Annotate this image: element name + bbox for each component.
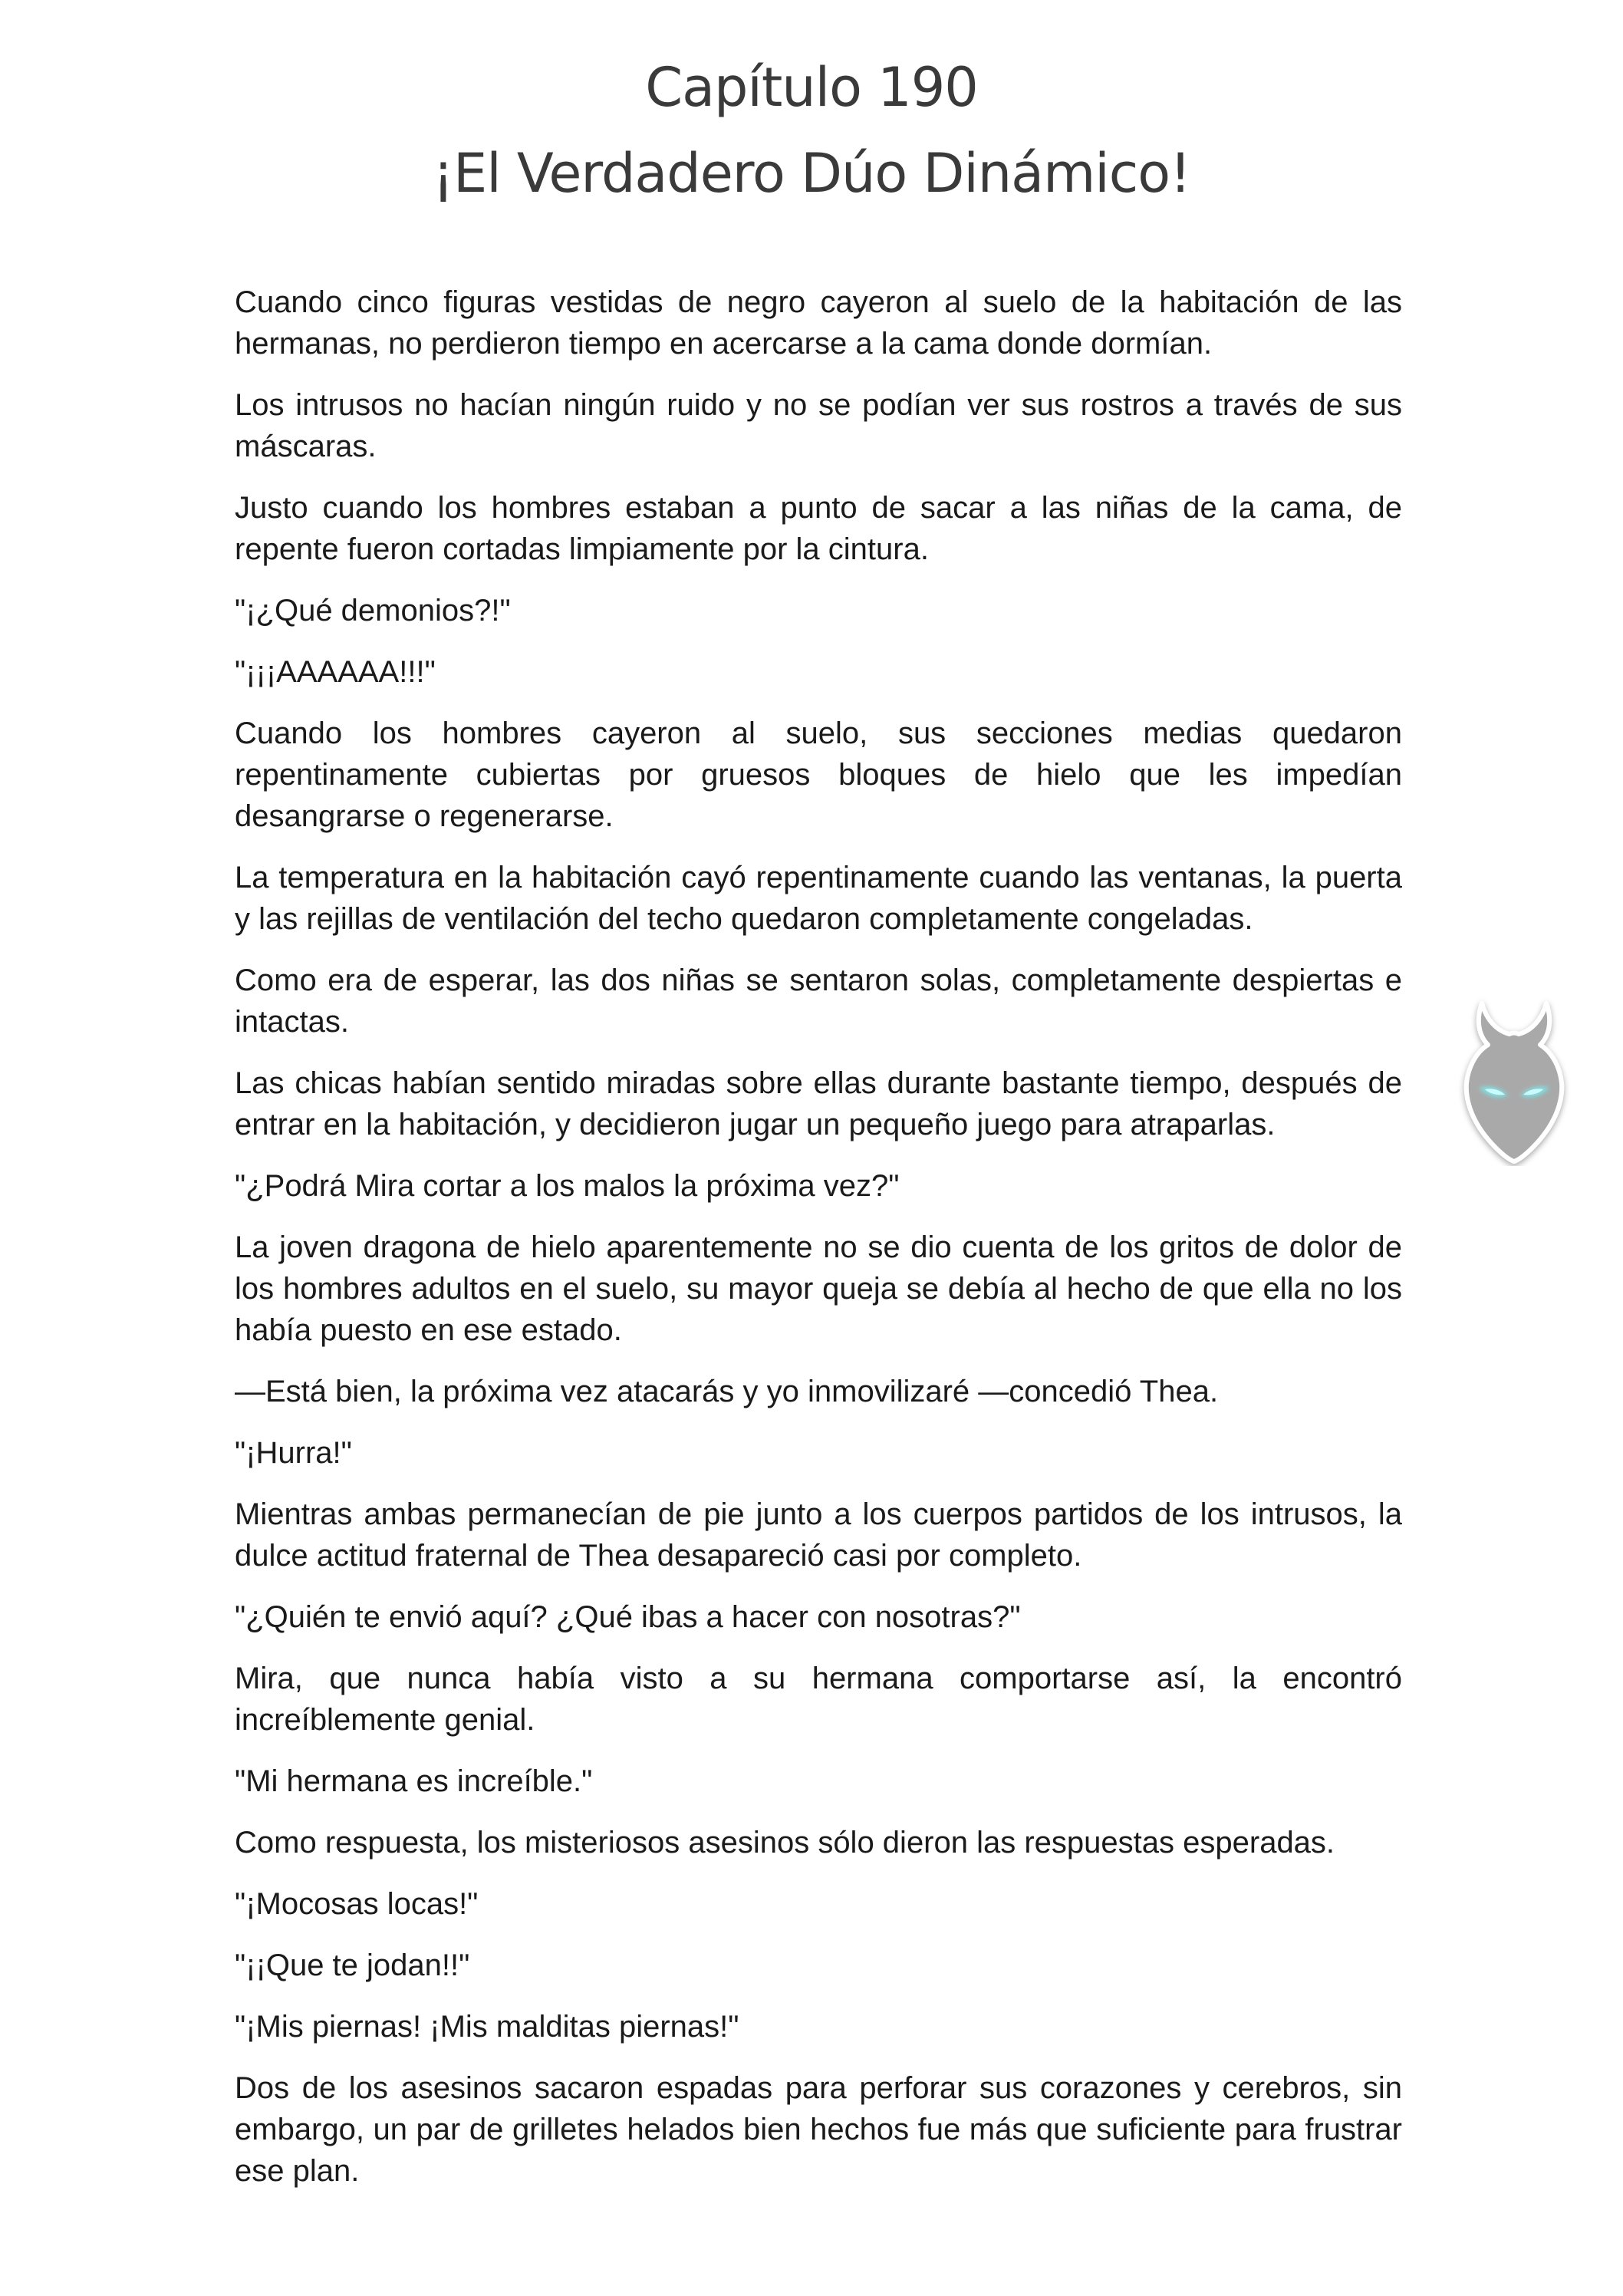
paragraph: "¡Mis piernas! ¡Mis malditas piernas!" — [235, 2010, 739, 2044]
paragraph: "Mi hermana es increíble." — [235, 1764, 593, 1798]
paragraph: Los intrusos no hacían ningún ruido y no se podían ver sus rostros a través de sus máscaras. — [235, 388, 1402, 463]
paragraph: La joven dragona de hielo aparentemente no se dio cuenta de los gritos de dolor de los hombres adultos en el suelo, su mayor queja se debía al hecho de que ella no los había puesto en ese estado. — [235, 1230, 1402, 1347]
paragraph: "¡¡Que te jodan!!" — [235, 1948, 470, 1982]
paragraph: "¡Hurra!" — [235, 1436, 352, 1470]
paragraph: "¿Quién te envió aquí? ¿Qué ibas a hacer con nosotras?" — [235, 1600, 1021, 1634]
paragraph: —Está bien, la próxima vez atacarás y yo inmovilizaré —concedió Thea. — [235, 1375, 1219, 1408]
chapter-title: ¡El Verdadero Dúo Dinámico! — [432, 142, 1191, 205]
demon-head-icon — [1445, 997, 1583, 1166]
paragraph: Las chicas habían sentido miradas sobre ellas durante bastante tiempo, después de entrar en la habitación, y decidieron jugar un pequeño juego para atraparlas. — [235, 1066, 1402, 1141]
chapter-body — [235, 282, 1402, 2212]
chapter-number: Capítulo 190 — [645, 56, 978, 119]
paragraph: Justo cuando los hombres estaban a punto de sacar a las niñas de la cama, de repente fueron cortadas limpiamente por la cintura. — [235, 491, 1402, 566]
paragraph: "¿Podrá Mira cortar a los malos la próxima vez?" — [235, 1169, 900, 1203]
chapter-heading — [0, 44, 1623, 216]
paragraph: "¡¿Qué demonios?!" — [235, 594, 511, 628]
paragraph: Mientras ambas permanecían de pie junto a los cuerpos partidos de los intrusos, la dulce actitud fraternal de Thea desapareció casi por completo. — [235, 1497, 1402, 1573]
paragraph: Como respuesta, los misteriosos asesinos sólo dieron las respuestas esperadas. — [235, 1826, 1335, 1860]
paragraph: La temperatura en la habitación cayó repentinamente cuando las ventanas, la puerta y las rejillas de ventilación del techo quedaron completamente congeladas. — [235, 861, 1402, 936]
paragraph: Dos de los asesinos sacaron espadas para perforar sus corazones y cerebros, sin embargo, un par de grilletes helados bien hechos fue más que suficiente para frustrar ese plan. — [235, 2071, 1402, 2188]
paragraph: "¡Mocosas locas!" — [235, 1887, 479, 1921]
paragraph: Como era de esperar, las dos niñas se sentaron solas, completamente despiertas e intactas. — [235, 964, 1402, 1039]
paragraph: "¡¡¡AAAAAA!!!" — [235, 655, 436, 689]
paragraph: Cuando cinco figuras vestidas de negro cayeron al suelo de la habitación de las hermanas, no perdieron tiempo en acercarse a la cama donde dormían. — [235, 285, 1402, 361]
paragraph: Mira, que nunca había visto a su hermana comportarse así, la encontró increíblemente genial. — [235, 1662, 1402, 1737]
paragraph: Cuando los hombres cayeron al suelo, sus secciones medias quedaron repentinamente cubiertas por gruesos bloques de hielo que les impedían desangrarse o regenerarse. — [235, 716, 1402, 833]
